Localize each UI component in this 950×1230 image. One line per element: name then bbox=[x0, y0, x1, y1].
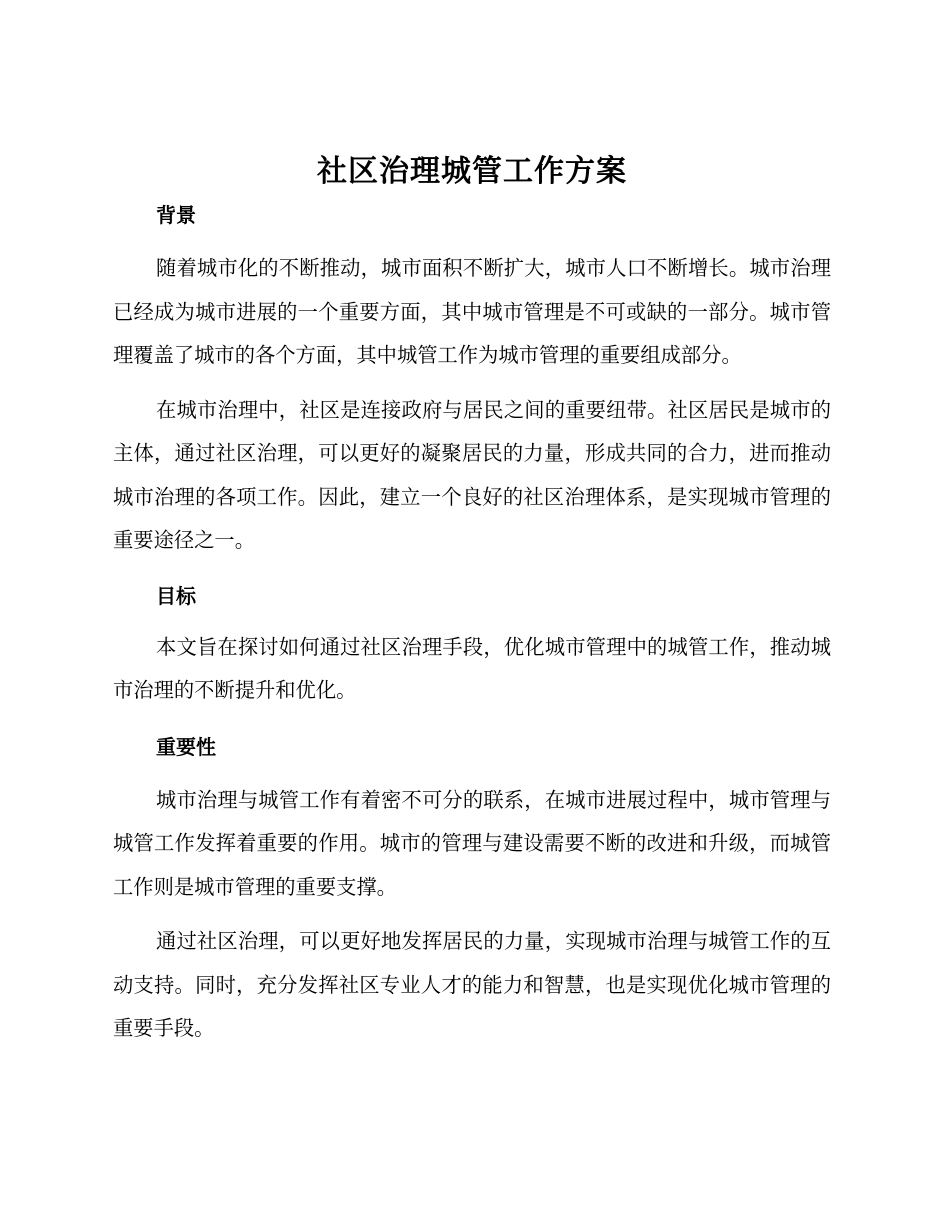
background-paragraph-1: 随着城市化的不断推动，城市面积不断扩大，城市人口不断增长。城市治理已经成为城市进展的一个重要方面，其中城市管理是不可或缺的一部分。城市管理覆盖了城市的各个方面，其中城管工作为城市管理的重要组成部分。 bbox=[113, 256, 831, 367]
section-heading-importance: 重要性 bbox=[156, 734, 216, 759]
document-title: 社区治理城管工作方案 bbox=[317, 154, 627, 189]
background-paragraph-2: 在城市治理中，社区是连接政府与居民之间的重要纽带。社区居民是城市的主体，通过社区治理，可以更好的凝聚居民的力量，形成共同的合力，进而推动城市治理的各项工作。因此，建立一个良好的社区治理体系，是实现城市管理的重要途径之一。 bbox=[113, 397, 831, 552]
section-heading-goal: 目标 bbox=[156, 583, 196, 608]
goal-paragraph: 本文旨在探讨如何通过社区治理手段，优化城市管理中的城管工作，推动城市治理的不断提升和优化。 bbox=[113, 634, 831, 702]
importance-paragraph-2: 通过社区治理，可以更好地发挥居民的力量，实现城市治理与城管工作的互动支持。同时，充分发挥社区专业人才的能力和智慧，也是实现优化城市管理的重要手段。 bbox=[113, 929, 831, 1040]
section-heading-background: 背景 bbox=[156, 203, 196, 227]
document-page bbox=[113, 150, 831, 1051]
importance-paragraph-1: 城市治理与城管工作有着密不可分的联系，在城市进展过程中，城市管理与城管工作发挥着重要的作用。城市的管理与建设需要不断的改进和升级，而城管工作则是城市管理的重要支撑。 bbox=[113, 787, 831, 899]
